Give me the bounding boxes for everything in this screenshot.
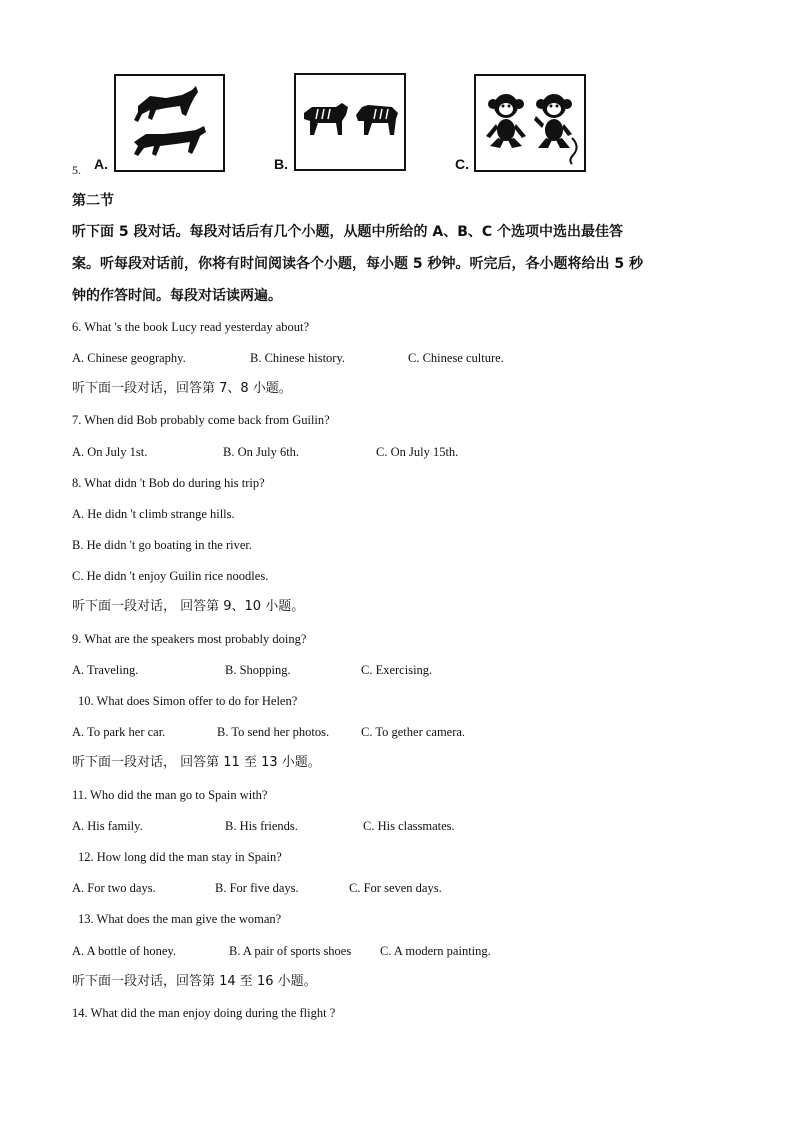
option: C. On July 15th. <box>376 445 459 459</box>
question-8: 8. What didn 't Bob do during his trip? <box>72 476 265 490</box>
option: C. Exercising. <box>361 663 433 677</box>
question-8-option-c: C. He didn 't enjoy Guilin rice noodles. <box>72 569 269 583</box>
option: C. Chinese culture. <box>408 351 504 365</box>
question-13: 13. What does the man give the woman? <box>78 912 282 926</box>
question-6-options <box>72 350 504 366</box>
question-13-options <box>72 943 491 959</box>
instructions-line-1: 听下面 5 段对话。每段对话后有几个小题，从题中所给的 A、B、C 个选项中选出最佳答 <box>72 224 624 240</box>
option: B. A pair of sports shoes <box>229 944 352 958</box>
directive-9-10: 听下面一段对话， 回答第 9、10 小题。 <box>72 599 305 614</box>
option: A. On July 1st. <box>72 445 148 459</box>
question-11-options <box>72 818 455 834</box>
directive-11-13: 听下面一段对话， 回答第 11 至 13 小题。 <box>72 755 321 770</box>
option: C. A modern painting. <box>380 944 491 958</box>
option: A. A bottle of honey. <box>72 944 177 958</box>
question-11: 11. Who did the man go to Spain with? <box>72 788 268 802</box>
option: C. To gether camera. <box>361 725 466 739</box>
question-10-options <box>72 724 465 740</box>
monkeys-image <box>476 76 584 170</box>
option: A. Chinese geography. <box>72 351 186 365</box>
question-12: 12. How long did the man stay in Spain? <box>78 850 282 864</box>
option: B. Shopping. <box>225 663 291 677</box>
option: C. His classmates. <box>363 819 455 833</box>
instructions-line-2: 案。听每段对话前，你将有时间阅读各个小题，每小题 5 秒钟。听完后，各小题将给出 5 秒 <box>72 256 643 272</box>
option: A. His family. <box>72 819 143 833</box>
option: B. His friends. <box>225 819 298 833</box>
question-7-options <box>72 444 458 460</box>
instructions-line-3: 钟的作答时间。每段对话读两遍。 <box>72 288 282 304</box>
question-12-options <box>72 880 442 896</box>
option: C. For seven days. <box>349 881 442 895</box>
option: A. Traveling. <box>72 663 139 677</box>
option: B. On July 6th. <box>223 445 300 459</box>
question-6: 6. What 's the book Lucy read yesterday about? <box>72 320 310 334</box>
option: B. To send her photos. <box>217 725 330 739</box>
question-7: 7. When did Bob probably come back from Guilin? <box>72 413 330 427</box>
directive-14-16: 听下面一段对话，回答第 14 至 16 小题。 <box>72 974 317 989</box>
question-14: 14. What did the man enjoy doing during the flight ? <box>72 1006 336 1020</box>
q5-option-c-label: C. <box>455 156 469 172</box>
q5-option-c-picture <box>474 74 586 172</box>
option: A. For two days. <box>72 881 156 895</box>
question-5-number: 5. <box>72 163 81 177</box>
option: B. Chinese history. <box>250 351 346 365</box>
option: A. To park her car. <box>72 725 166 739</box>
directive-7-8: 听下面一段对话，回答第 7、8 小题。 <box>72 381 292 396</box>
question-8-option-a: A. He didn 't climb strange hills. <box>72 507 235 521</box>
q5-option-b-label: B. <box>274 156 288 172</box>
question-10: 10. What does Simon offer to do for Helen? <box>78 694 298 708</box>
q5-option-b-picture <box>294 73 406 171</box>
question-8-option-b: B. He didn 't go boating in the river. <box>72 538 253 552</box>
tigers-image <box>296 75 404 169</box>
wolves-image <box>116 76 223 170</box>
question-9: 9. What are the speakers most probably doing? <box>72 632 307 646</box>
option: B. For five days. <box>215 881 299 895</box>
q5-option-a-picture <box>114 74 225 172</box>
q5-option-a-label: A. <box>94 156 108 172</box>
section-title: 第二节 <box>72 193 114 209</box>
question-9-options <box>72 662 432 678</box>
